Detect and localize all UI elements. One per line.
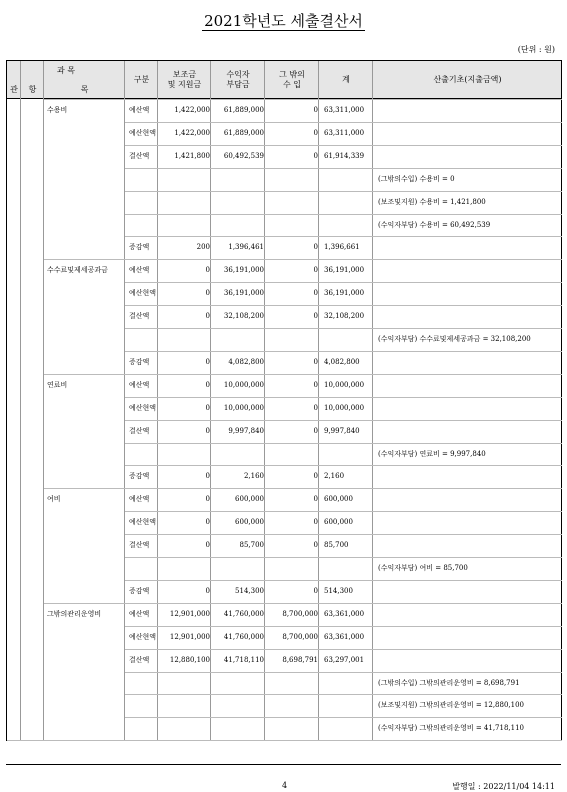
- bojo-cell: 1,421,800: [174, 151, 210, 160]
- bojo-cell: 12,901,000: [169, 609, 210, 618]
- other-cell: 0: [313, 380, 318, 389]
- mok-name: 수용비: [47, 106, 68, 114]
- header-basis: 산출기초(지출금액): [433, 74, 502, 84]
- suik-cell: 10,000,000: [223, 380, 264, 389]
- other-cell: 0: [313, 357, 318, 366]
- gubun-cell: 결산액: [129, 151, 150, 160]
- basis-cell: (보조및지원) 수용비 = 1,421,800: [378, 197, 486, 206]
- gubun-cell: 결산액: [129, 541, 150, 550]
- footer-divider: [6, 764, 561, 765]
- suik-cell: 41,760,000: [223, 609, 264, 618]
- suik-cell: 36,191,000: [223, 289, 264, 298]
- issued-date: 발행일 : 2022/11/04 14:11: [452, 782, 555, 791]
- mok-name: 수수료및제세공과금: [47, 266, 108, 275]
- gubun-cell: 예산현액: [129, 403, 157, 412]
- other-cell: 0: [313, 472, 318, 481]
- suik-cell: 41,718,110: [223, 655, 264, 664]
- mok-name: 연료비: [47, 380, 68, 389]
- row-divider: [44, 259, 562, 260]
- row-divider: [125, 236, 562, 237]
- bojo-cell: 12,901,000: [169, 632, 210, 641]
- basis-cell: (수익자부담) 수용비 = 60,492,539: [378, 220, 491, 229]
- document-title: [0, 10, 567, 31]
- bojo-cell: 0: [205, 289, 210, 298]
- row-divider: [44, 603, 562, 604]
- total-cell: 600,000: [324, 518, 353, 527]
- other-cell: 0: [313, 243, 318, 252]
- suik-cell: 10,000,000: [223, 403, 264, 412]
- gubun-cell: 증감액: [129, 586, 150, 595]
- gubun-cell: 예산액: [129, 495, 150, 504]
- total-cell: 9,997,840: [324, 426, 360, 435]
- basis-cell: (수익자부담) 그밖의관리운영비 = 41,718,110: [378, 724, 524, 733]
- total-cell: 600,000: [324, 495, 353, 504]
- mok-name: 여비: [47, 495, 61, 504]
- basis-cell: (그밖의수입) 수용비 = 0: [378, 174, 455, 183]
- other-cell: 0: [313, 426, 318, 435]
- suik-cell: 600,000: [235, 518, 264, 527]
- row-divider: [125, 443, 562, 444]
- gubun-cell: 결산액: [129, 312, 150, 321]
- gubun-cell: 증감액: [129, 472, 150, 481]
- other-cell: 0: [313, 128, 318, 137]
- total-cell: 61,914,339: [324, 151, 365, 160]
- suik-cell: 514,300: [235, 586, 264, 595]
- header-gubun: 구분: [133, 74, 150, 84]
- total-cell: 63,311,000: [324, 128, 365, 137]
- row-divider: [125, 122, 562, 123]
- row-divider: [125, 145, 562, 146]
- basis-cell: (그밖의수입) 그밖의관리운영비 = 8,698,791: [378, 678, 520, 687]
- bojo-cell: 0: [205, 312, 210, 321]
- header-total: 계: [342, 74, 350, 84]
- total-cell: 63,361,000: [324, 609, 365, 618]
- row-divider: [44, 99, 562, 100]
- bojo-cell: 0: [205, 518, 210, 527]
- suik-cell: 60,492,539: [223, 151, 264, 160]
- basis-cell: (수익자부담) 수수료및제세공과금 = 32,108,200: [378, 335, 531, 343]
- basis-cell: (수익자부담) 연료비 = 9,997,840: [378, 449, 486, 458]
- total-cell: 10,000,000: [324, 380, 365, 389]
- gubun-cell: 예산액: [129, 106, 150, 114]
- row-divider: [125, 626, 562, 627]
- total-cell: 63,311,000: [324, 106, 365, 114]
- gubun-cell: 예산액: [129, 380, 150, 389]
- row-divider: [125, 694, 562, 695]
- other-cell: 0: [313, 541, 318, 550]
- other-cell: 0: [313, 289, 318, 298]
- gubun-cell: 예산현액: [129, 289, 157, 298]
- suik-cell: 1,396,461: [228, 243, 264, 252]
- total-cell: 63,361,000: [324, 632, 365, 641]
- mok-name: 그밖의관리운영비: [47, 609, 102, 618]
- total-cell: 36,191,000: [324, 266, 365, 275]
- header-suik: 수익자 부담금: [226, 69, 250, 89]
- other-cell: 8,700,000: [282, 609, 318, 618]
- other-cell: 0: [313, 518, 318, 527]
- total-cell: 36,191,000: [324, 289, 365, 298]
- gubun-cell: 증감액: [129, 243, 150, 252]
- header-other: 그 밖의 수 입: [279, 69, 305, 89]
- gubun-cell: 예산현액: [129, 518, 157, 527]
- row-divider: [125, 328, 562, 329]
- row-divider: [125, 214, 562, 215]
- bojo-cell: 12,880,100: [169, 655, 210, 664]
- row-divider: [125, 282, 562, 283]
- basis-cell: (수익자부담) 여비 = 85,700: [378, 564, 468, 572]
- total-cell: 10,000,000: [324, 403, 365, 412]
- column-divider: [124, 61, 125, 740]
- row-divider: [125, 397, 562, 398]
- row-divider: [125, 580, 562, 581]
- suik-cell: 85,700: [239, 541, 264, 550]
- bojo-cell: 1,422,000: [174, 128, 210, 137]
- header-mok: 목: [80, 84, 89, 94]
- bojo-cell: 0: [205, 426, 210, 435]
- bojo-cell: 0: [205, 266, 210, 275]
- row-divider: [44, 374, 562, 375]
- row-divider: [125, 717, 562, 718]
- column-divider: [43, 61, 44, 740]
- suik-cell: 32,108,200: [223, 312, 264, 321]
- suik-cell: 9,997,840: [228, 426, 264, 435]
- other-cell: 0: [313, 312, 318, 321]
- unit-label: (단위 : 원): [517, 45, 555, 54]
- column-divider: [561, 61, 562, 740]
- column-divider: [318, 61, 319, 740]
- row-divider: [44, 488, 562, 489]
- other-cell: 0: [313, 106, 318, 114]
- bojo-cell: 0: [205, 541, 210, 550]
- bojo-cell: 0: [205, 495, 210, 504]
- total-cell: 514,300: [324, 586, 353, 595]
- total-cell: 4,082,800: [324, 357, 360, 366]
- suik-cell: 41,760,000: [223, 632, 264, 641]
- gubun-cell: 예산액: [129, 266, 150, 275]
- other-cell: 0: [313, 495, 318, 504]
- header-bojo: 보조금 및 지원금: [167, 69, 202, 89]
- row-divider: [125, 649, 562, 650]
- gubun-cell: 예산액: [129, 609, 150, 618]
- row-divider: [125, 511, 562, 512]
- other-cell: 0: [313, 586, 318, 595]
- header-gwan: 관: [10, 84, 18, 94]
- total-cell: 2,160: [324, 472, 345, 481]
- other-cell: 0: [313, 403, 318, 412]
- bojo-cell: 0: [205, 357, 210, 366]
- row-divider: [125, 465, 562, 466]
- bojo-cell: 0: [205, 403, 210, 412]
- suik-cell: 4,082,800: [228, 357, 264, 366]
- table-bottom-line: [7, 740, 562, 741]
- bojo-cell: 0: [205, 586, 210, 595]
- basis-cell: (보조및지원) 그밖의관리운영비 = 12,880,100: [378, 701, 524, 710]
- row-divider: [125, 534, 562, 535]
- gubun-cell: 증감액: [129, 357, 150, 366]
- page-number: 4: [282, 781, 288, 790]
- suik-cell: 36,191,000: [223, 266, 264, 275]
- gubun-cell: 결산액: [129, 655, 150, 664]
- suik-cell: 600,000: [235, 495, 264, 504]
- total-cell: 32,108,200: [324, 312, 365, 321]
- gubun-cell: 예산현액: [129, 632, 157, 641]
- other-cell: 0: [313, 266, 318, 275]
- gubun-cell: 결산액: [129, 426, 150, 435]
- row-divider: [125, 351, 562, 352]
- suik-cell: 61,889,000: [223, 128, 264, 137]
- document-title-text: 2021학년도 세출결산서: [204, 12, 363, 30]
- gubun-cell: 예산현액: [129, 128, 157, 137]
- bojo-cell: 1,422,000: [174, 106, 210, 114]
- other-cell: 8,700,000: [282, 632, 318, 641]
- total-cell: 85,700: [324, 541, 349, 550]
- header-hang: 항: [28, 84, 37, 94]
- header-gwamok: 과 목: [57, 66, 75, 75]
- total-cell: 63,297,001: [324, 655, 365, 664]
- bojo-cell: 200: [196, 243, 210, 252]
- total-cell: 1,396,661: [324, 243, 360, 252]
- other-cell: 0: [313, 151, 318, 160]
- row-divider: [125, 557, 562, 558]
- row-divider: [125, 305, 562, 306]
- suik-cell: 61,889,000: [223, 106, 264, 114]
- row-divider: [125, 168, 562, 169]
- row-divider: [125, 191, 562, 192]
- table-header: [7, 61, 562, 99]
- other-cell: 8,698,791: [282, 655, 318, 664]
- suik-cell: 2,160: [243, 472, 264, 481]
- column-divider: [20, 61, 21, 740]
- bojo-cell: 0: [205, 472, 210, 481]
- column-divider: [372, 61, 373, 740]
- bojo-cell: 0: [205, 380, 210, 389]
- row-divider: [125, 420, 562, 421]
- expenditure-table: [6, 60, 562, 741]
- row-divider: [125, 672, 562, 673]
